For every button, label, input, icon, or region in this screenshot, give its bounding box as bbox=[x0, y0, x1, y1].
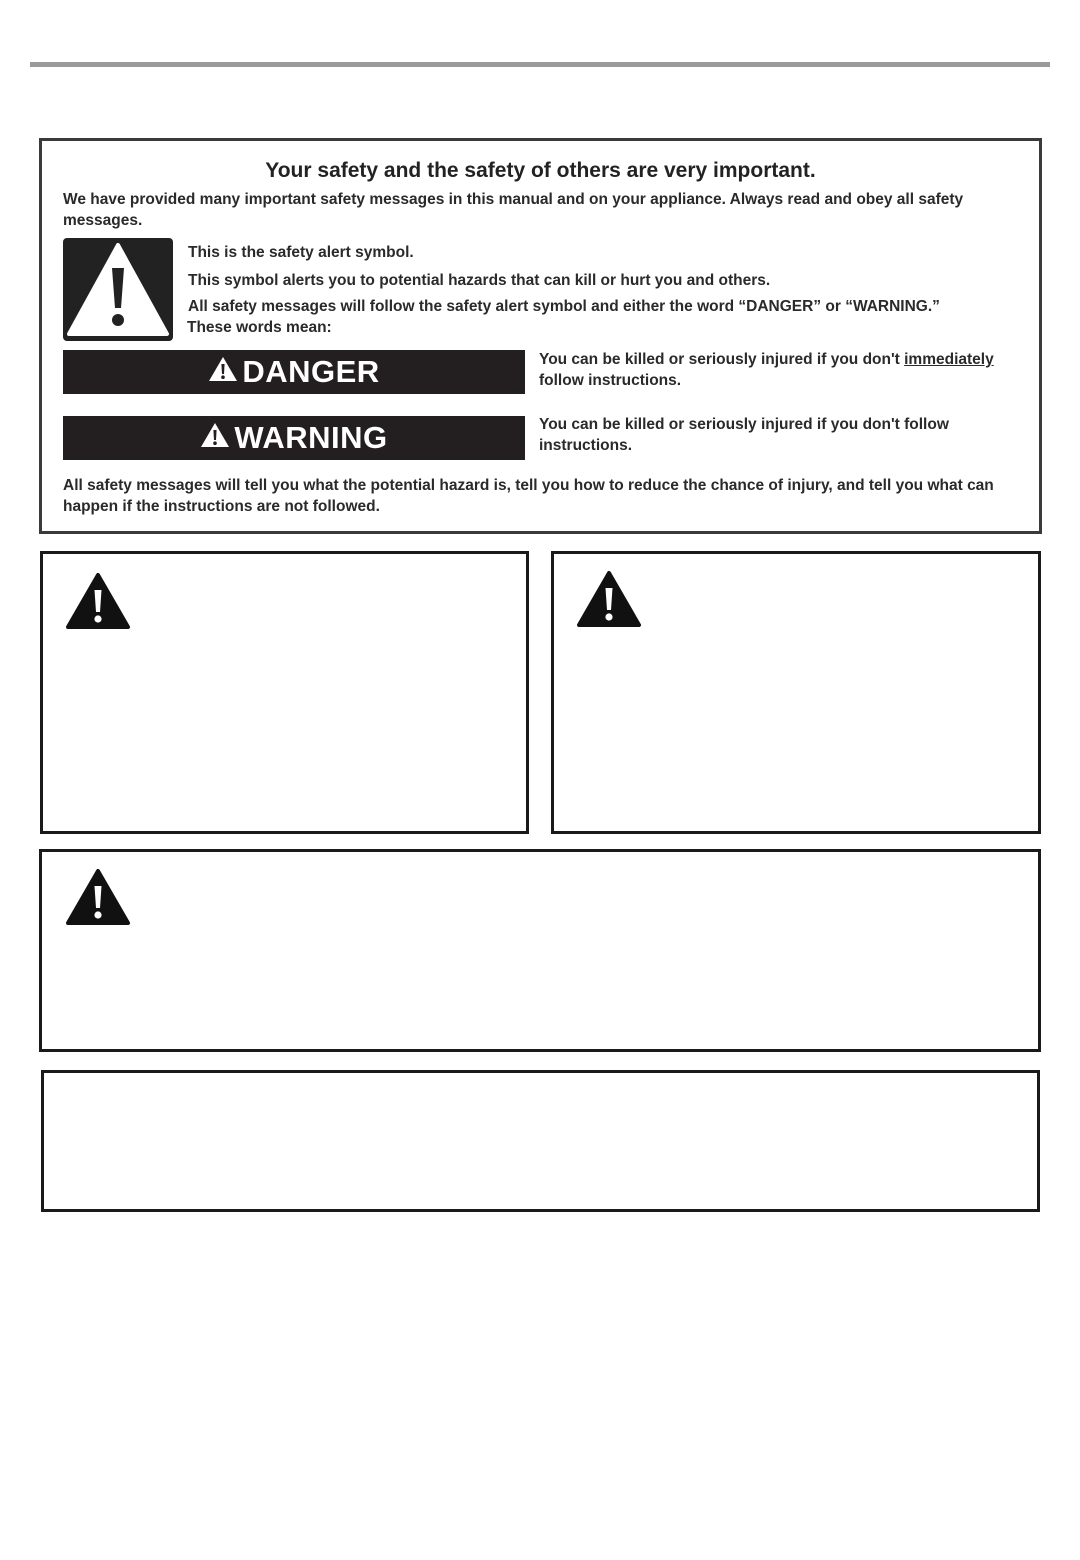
symbol-line-2: This symbol alerts you to potential hazards that can kill or hurt you and others. bbox=[188, 272, 771, 289]
warning-meaning: You can be killed or seriously injured if you don't follow instructions. bbox=[539, 416, 949, 454]
warning-triangle-icon bbox=[200, 420, 230, 456]
warning-box-right bbox=[551, 551, 1041, 834]
safety-information-box bbox=[39, 138, 1042, 534]
empty-notice-box bbox=[41, 1070, 1040, 1212]
safety-intro: We have provided many important safety messages in this manual and on your appliance. Always read and obey all safety messages. bbox=[63, 191, 964, 229]
danger-banner bbox=[63, 350, 525, 394]
symbol-line-1: This is the safety alert symbol. bbox=[188, 244, 414, 261]
warning-triangle-icon bbox=[576, 570, 642, 635]
danger-meaning bbox=[539, 349, 1029, 391]
symbol-line-4: These words mean: bbox=[187, 319, 332, 336]
warning-triangle-icon bbox=[65, 572, 131, 637]
symbol-line-3: All safety messages will follow the safety alert symbol and either the word “DANGER” or “WARNING.” bbox=[188, 298, 940, 315]
warning-box-left bbox=[40, 551, 529, 834]
danger-meaning-text-2: follow instructions. bbox=[539, 372, 682, 389]
safety-alert-icon bbox=[63, 238, 173, 341]
danger-meaning-text: You can be killed or seriously injured if you don't bbox=[539, 351, 905, 368]
warning-box-wide bbox=[39, 849, 1041, 1052]
safety-title: Your safety and the safety of others are very important. bbox=[265, 159, 816, 182]
danger-label: DANGER bbox=[242, 354, 380, 389]
top-divider bbox=[30, 62, 1050, 67]
danger-meaning-emphasis: immediately bbox=[904, 351, 994, 368]
warning-triangle-icon bbox=[208, 354, 238, 390]
safety-footer: All safety messages will tell you what the potential hazard is, tell you how to reduce the chance of injury, and tell you what can happen if the instructions are not followed. bbox=[63, 477, 994, 515]
warning-label: WARNING bbox=[234, 420, 388, 455]
warning-triangle-icon bbox=[65, 868, 131, 933]
warning-banner bbox=[63, 416, 525, 460]
